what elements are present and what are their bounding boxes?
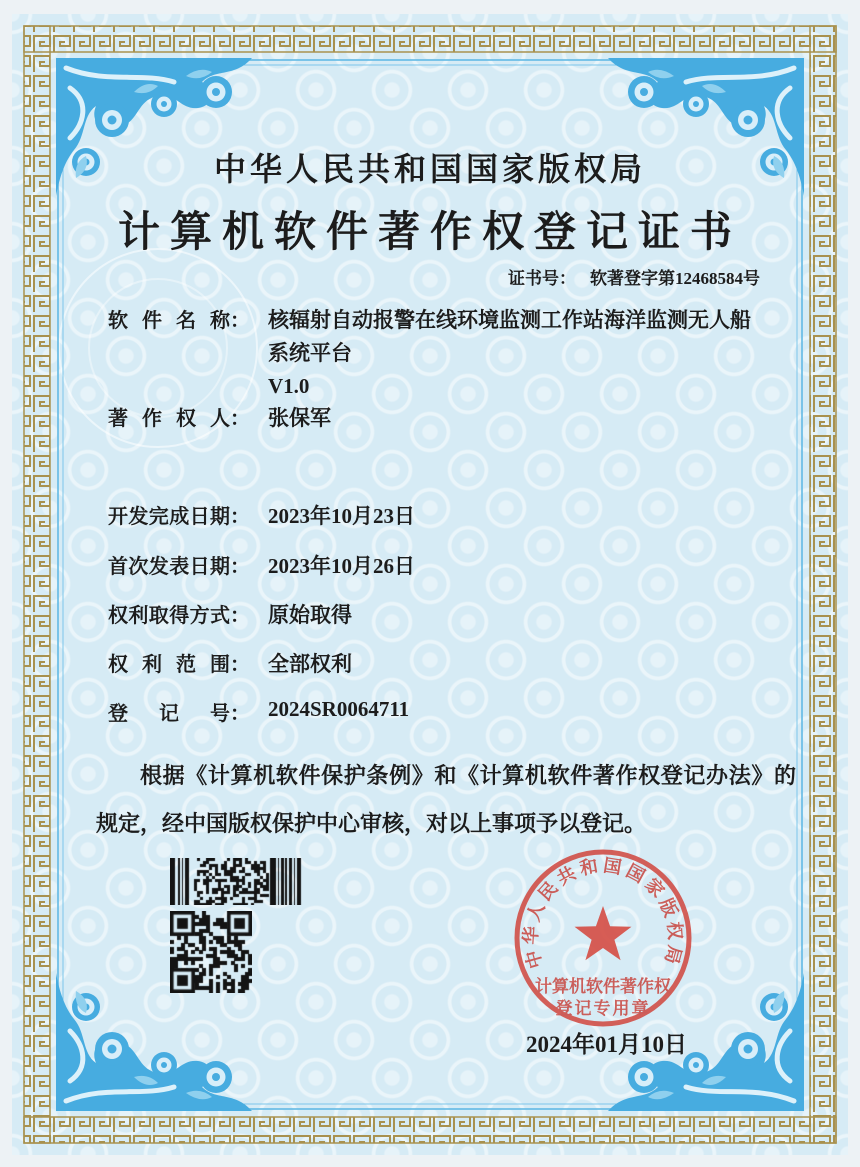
field-label: 著作权人 xyxy=(108,408,230,430)
field-value: 2023年10月23日 xyxy=(268,504,415,528)
field-label: 权利范围 xyxy=(108,654,230,676)
authority-name: 中华人民共和国国家版权局 xyxy=(213,151,646,187)
field-value: 张保军 xyxy=(268,406,331,430)
gold-border-right xyxy=(810,26,836,1143)
field-dev-complete-date: 开发完成日期： 2023年10月23日 xyxy=(108,500,250,529)
field-value: 2023年10月26日 xyxy=(268,554,415,578)
field-label: 软件名称 xyxy=(108,310,230,332)
field-value: 核辐射自动报警在线环境监测工作站海洋监测无人船 系统平台 V1.0 xyxy=(268,308,751,398)
official-seal xyxy=(500,840,706,1036)
certificate-number-value: 软著登字第12468584号 xyxy=(590,269,760,288)
field-label: 登记号 xyxy=(108,703,230,725)
field-label: 首次发表日期 xyxy=(108,556,230,578)
field-copyright-owner: 著作权人： 张保军 xyxy=(108,402,250,431)
certificate-number xyxy=(508,264,760,289)
certificate-title: 计算机软件著作权登记证书 xyxy=(117,210,742,256)
red-star-icon xyxy=(575,906,632,960)
gold-border-bottom xyxy=(24,1117,836,1143)
corner-ornament-icon xyxy=(56,973,252,1111)
registration-statement: 根据《计算机软件保护条例》和《计算机软件著作权登记办法》的规定，经中国版权保护中心审核，对以上事项予以登记。 xyxy=(96,763,796,836)
field-first-publish-date: 首次发表日期： 2023年10月26日 xyxy=(108,550,250,579)
gold-border-left xyxy=(24,26,50,1143)
barcode xyxy=(170,858,302,905)
field-rights-scope: 权利范围： 全部权利 xyxy=(108,648,250,677)
field-value: 全部权利 xyxy=(268,652,352,676)
field-label: 开发完成日期 xyxy=(108,506,230,528)
field-rights-acquisition: 权利取得方式： 原始取得 xyxy=(108,599,250,628)
gold-border-top xyxy=(24,26,836,52)
field-software-name: 软件名称： 核辐射自动报警在线环境监测工作站海洋监测无人船 系统平台 V1.0 xyxy=(108,304,250,333)
certificate-number-label: 证书号： xyxy=(508,269,576,288)
seal-text-line1: 计算机软件著作权 xyxy=(535,977,671,996)
seal-arc-text: 中华人民共和国国家版权局 xyxy=(520,855,686,971)
qr-code xyxy=(170,911,252,993)
field-value: 原始取得 xyxy=(268,603,352,627)
field-registration-no: 登记号： 2024SR0064711 xyxy=(108,697,410,725)
field-value: 2024SR0064711 xyxy=(268,697,410,721)
issue-date: 2024年01月10日 xyxy=(526,1032,687,1057)
field-label: 权利取得方式 xyxy=(108,605,230,627)
seal-text-line2: 登记专用章 xyxy=(555,999,651,1018)
